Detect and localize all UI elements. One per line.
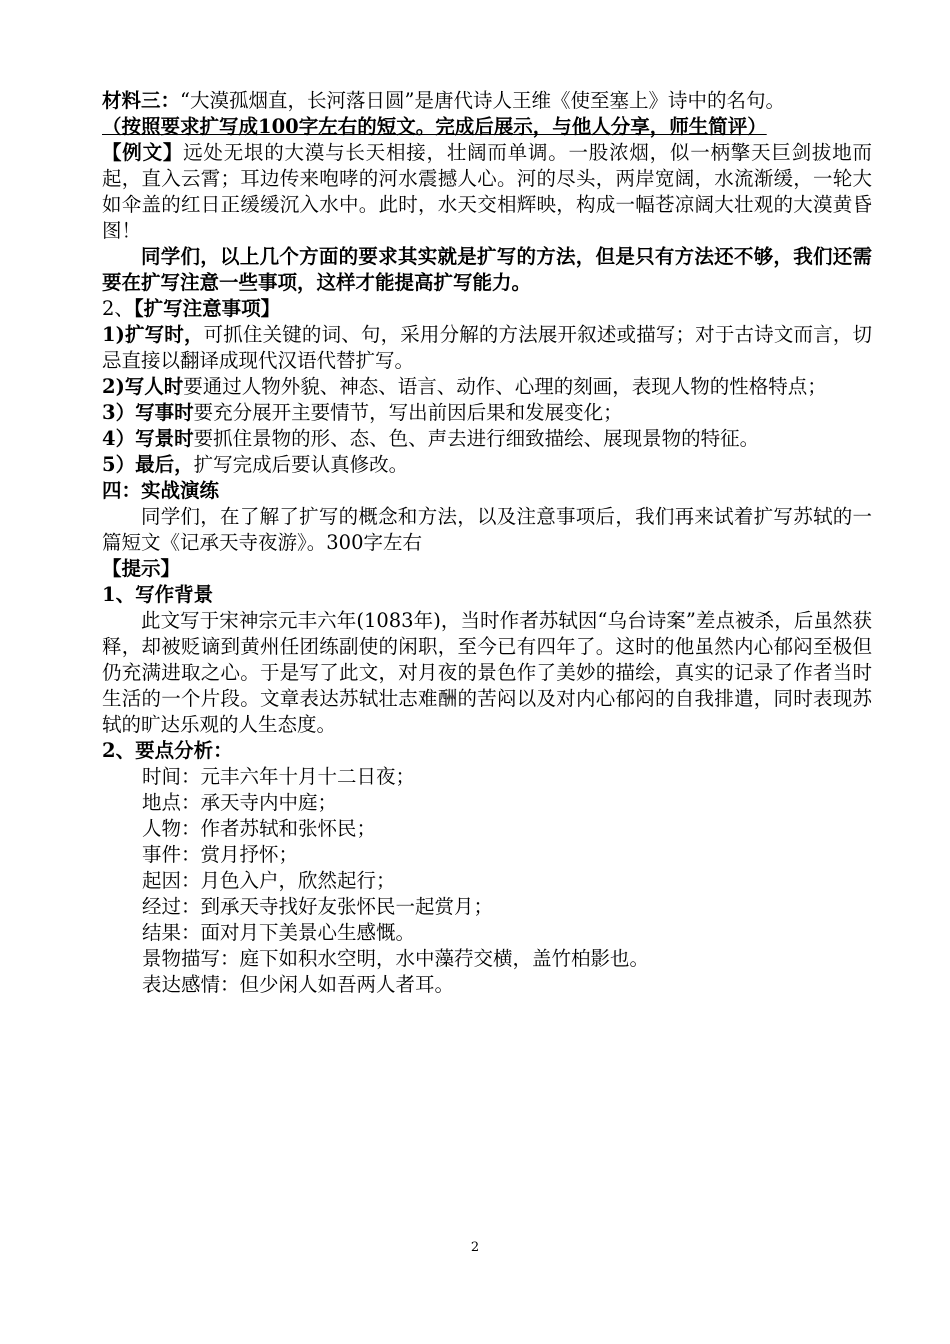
analysis-item: 起因：月色入户，欣然起行； [142,869,396,892]
analysis-item: 经过：到承天寺找好友张怀民一起赏月； [142,895,494,918]
material-label: 材料三： [102,89,181,112]
note-item [102,400,872,426]
material-text: “大漠孤烟直，长河落日圆”是唐代诗人王维《使至塞上》诗中的名句。 [180,89,785,112]
notes-heading-label: 【扩写注意事项】 [133,297,281,320]
material-three [102,88,872,114]
notes-heading [102,296,872,322]
analysis-item: 事件：赏月抒怀； [142,843,299,866]
analysis-item: 人物：作者苏轼和张怀民； [142,817,377,840]
task-instruction: （按照要求扩写成100字左右的短文。完成后展示，与他人分享，师生简评） [102,115,767,138]
analysis-item: 表达感情：但少闲人如吾两人者耳。 [142,973,455,996]
note-text: 要充分展开主要情节，写出前因后果和发展变化； [193,401,623,424]
analysis-item: 地点：承天寺内中庭； [142,791,338,814]
analysis-item: 结果：面对月下美景心生感慨。 [142,921,416,944]
notes-list [102,322,872,478]
analysis-list [102,764,872,998]
method-summary: 同学们，以上几个方面的要求其实就是扩写的方法，但是只有方法还不够，我们还需要在扩写注意一些事项，这样才能提高扩写能力。 [102,245,872,294]
note-item [102,374,872,400]
analysis-item: 时间：元丰六年十月十二日夜； [142,765,416,788]
note-text: 可抓住关键的词、句，采用分解的方法展开叙述或描写；对于古诗文而言，切忌直接以翻译成现代汉语代替扩写。 [102,323,872,372]
note-label: 4）写景时 [102,427,194,450]
section-title: 四：实战演练 [102,479,220,502]
note-text: 要抓住景物的形、态、色、声去进行细致描绘、展现景物的特征。 [193,427,760,450]
background-title: 1、写作背景 [102,583,214,606]
page-content [102,88,872,998]
example-paragraph [102,140,872,244]
notes-heading-number: 2、 [102,297,134,320]
note-item [102,452,872,478]
background-text: 此文写于宋神宗元丰六年(1083年)，当时作者苏轼因“乌台诗案”差点被杀，后虽然获释，却被贬谪到黄州任团练副使的闲职，至今已有四年了。这时的他虽然内心郁闷至极但仍充满进取之心。于是写了此文，对月夜的景色作了美妙的描绘，真实的记录了作者当时生活的一个片段。文章表达苏轼壮志难酬的苦闷以及对内心郁闷的自我排遣，同时表现苏轼的旷达乐观的人生态度。 [102,609,872,736]
tip-title: 【提示】 [102,557,181,580]
practice-paragraph: 同学们，在了解了扩写的概念和方法，以及注意事项后，我们再来试着扩写苏轼的一篇短文《记承天寺夜游》。300字左右 [102,505,872,554]
note-text: 要通过人物外貌、神态、语言、动作、心理的刻画，表现人物的性格特点； [183,375,827,398]
note-item [102,322,872,374]
example-label: 【例文】 [102,141,184,164]
analysis-title: 2、要点分析： [102,739,233,762]
example-text: 远处无垠的大漠与长天相接，壮阔而单调。一股浓烟，似一柄擎天巨剑拔地而起，直入云霄；耳边传来咆哮的河水震撼人心。河的尽头，两岸宽阔，水流渐缓，一轮大如伞盖的红日正缓缓沉入水中。此时，水天交相辉映，构成一幅苍凉阔大壮观的大漠黄昏图！ [102,141,872,242]
analysis-item: 景物描写：庭下如积水空明，水中藻荇交横，盖竹柏影也。 [142,947,650,970]
note-label: 1)扩写时， [102,323,204,346]
note-label: 5）最后， [102,453,194,476]
note-label: 2)写人时 [102,375,184,398]
note-label: 3）写事时 [102,401,194,424]
page-number: 2 [470,1240,480,1255]
note-item [102,426,872,452]
note-text: 扩写完成后要认真修改。 [193,453,409,476]
